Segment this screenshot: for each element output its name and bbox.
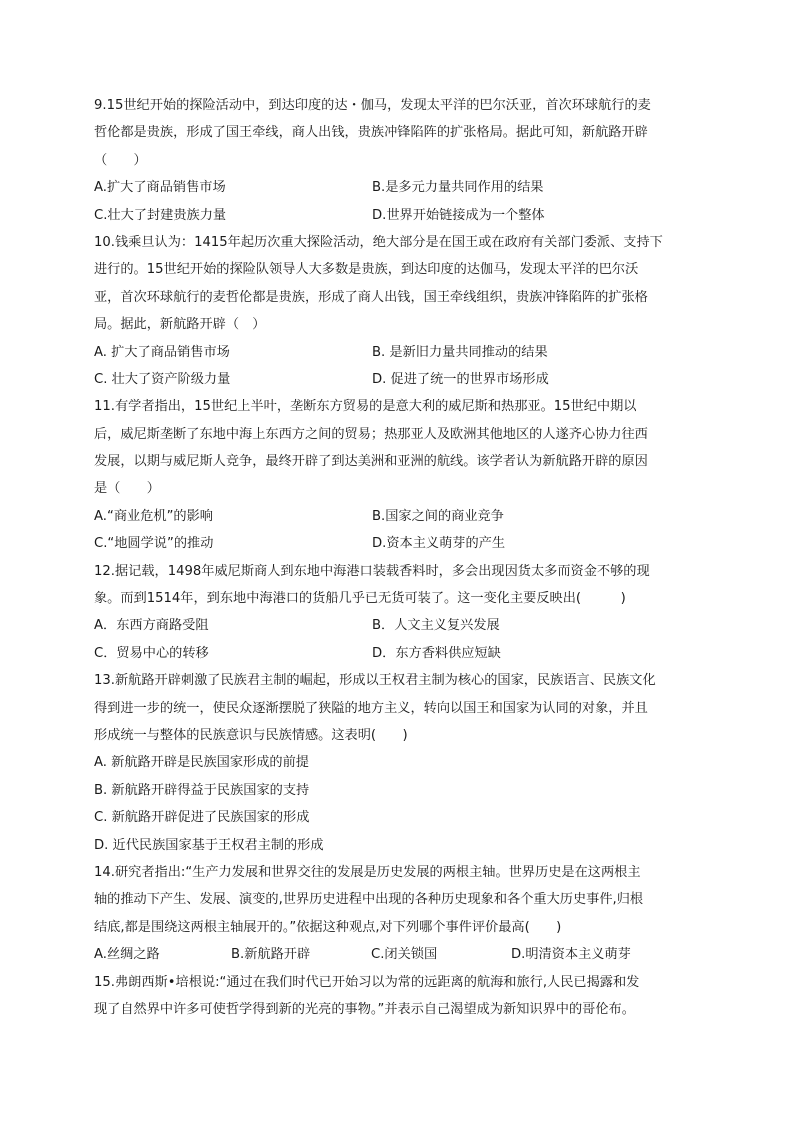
question-stem-line: 得到进一步的统一，使民众逐渐摆脱了狭隘的地方主义，转向以国王和国家为认同的对象，并且: [94, 700, 648, 716]
option-a: A．东西方商路受阻: [94, 618, 209, 634]
option-d: D.资本主义萌芽的产生: [372, 536, 506, 552]
question-stem-line: 进行的。15世纪开始的探险队领导人大多数是贵族，到达印度的达伽马，发现太平洋的巴尔沃: [94, 262, 639, 278]
question-stem-line: 14.研究者指出:“生产力发展和世界交往的发展是历史发展的两根主轴。世界历史是在这两根主: [94, 864, 641, 880]
option-b: B.新航路开辟: [231, 947, 311, 963]
question-stem-line: 象。而到1514年，到东地中海港口的货船几乎已无货可装了。这一变化主要反映出( ): [94, 591, 626, 607]
question-stem-line: 发展，以期与威尼斯人竞争，最终开辟了到达美洲和亚洲的航线。该学者认为新航路开辟的原因: [94, 454, 648, 470]
option-row: [94, 366, 704, 393]
question-stem-line: 形成统一与整体的民族意识与民族情感。这表明( ): [94, 727, 408, 743]
question-stem-line: 后，威尼斯垄断了东地中海上东西方之间的贸易；热那亚人及欧洲其他地区的人遂齐心协力往西: [94, 426, 648, 442]
document-page: [94, 92, 704, 1023]
question-stem-line: 亚，首次环球航行的麦哲伦都是贵族，形成了商人出钱，国王牵线组织，贵族冲锋陷阵的扩张格: [94, 289, 648, 305]
option-d: D. 近代民族国家基于王权君主制的形成: [94, 837, 324, 853]
option-a: A.丝绸之路: [94, 947, 160, 963]
option-d: D.世界开始链接成为一个整体: [372, 207, 545, 223]
option-d: D．东方香料供应短缺: [372, 645, 501, 661]
question-stem-line: 11.有学者指出，15世纪上半叶，垄断东方贸易的是意大利的威尼斯和热那亚。15世纪中期以: [94, 399, 637, 415]
option-b: B.国家之间的商业竞争: [372, 508, 504, 524]
question-stem-line: 13.新航路开辟刺激了民族君主制的崛起，形成以王权君主制为核心的国家，民族语言、民族文化: [94, 673, 656, 689]
question-13: [94, 667, 704, 859]
question-stem-line: 结底,都是围绕这两根主轴展开的。”依据这种观点,对下列哪个事件评价最高( ): [94, 919, 562, 935]
option-row: [94, 202, 704, 229]
option-a: A.扩大了商品销售市场: [94, 180, 226, 196]
option-row: [94, 612, 704, 639]
question-stem-line: 是（ ）: [94, 481, 160, 497]
question-stem-line: （ ）: [94, 152, 147, 168]
question-stem-line: 15.弗朗西斯•培根说:“通过在我们时代已开始习以为常的远距离的航海和旅行,人民已揭露和发: [94, 974, 640, 990]
option-a: A.“商业危机”的影响: [94, 508, 213, 524]
option-b: B.是多元力量共同作用的结果: [372, 180, 544, 196]
option-c: C.“地圆学说”的推动: [94, 536, 214, 552]
option-c: C. 新航路开辟促进了民族国家的形成: [94, 810, 310, 826]
question-9: [94, 92, 704, 229]
option-row: [94, 941, 704, 968]
option-a: A. 新航路开辟是民族国家形成的前提: [94, 755, 309, 771]
option-d: D. 促进了统一的世界市场形成: [372, 371, 549, 387]
question-stem-line: 9.15世纪开始的探险活动中，到达印度的达・伽马，发现太平洋的巴尔沃亚，首次环球航行的麦: [94, 98, 651, 113]
question-11: [94, 393, 704, 557]
question-12: [94, 558, 704, 668]
option-c: C. 壮大了资产阶级力量: [94, 371, 231, 387]
option-d: D.明清资本主义萌芽: [511, 947, 631, 963]
question-stem-line: 12.据记载，1498年威尼斯商人到东地中海港口装载香料时，多会出现因货太多而资金不够的现: [94, 563, 650, 579]
question-15: [94, 969, 704, 1024]
question-stem-line: 现了自然界中许多可使哲学得到新的光亮的事物。”并表示自己渴望成为新知识界中的哥伦布。: [94, 1001, 635, 1017]
option-b: B. 是新旧力量共同推动的结果: [372, 344, 548, 360]
option-row: [94, 339, 704, 366]
option-row: [94, 530, 704, 557]
question-stem-line: 哲伦都是贵族，形成了国王牵线，商人出钱，贵族冲锋陷阵的扩张格局。据此可知，新航路开辟: [94, 125, 648, 141]
option-row: [94, 640, 704, 667]
question-10: [94, 229, 704, 393]
option-b: B．人文主义复兴发展: [372, 618, 500, 634]
option-row: [94, 503, 704, 530]
option-a: A. 扩大了商品销售市场: [94, 344, 230, 360]
option-c: C.闭关锁国: [371, 947, 438, 963]
question-stem-line: 局。据此，新航路开辟（ ）: [94, 317, 266, 333]
option-b: B. 新航路开辟得益于民族国家的支持: [94, 782, 310, 798]
question-stem-line: 10.钱乘旦认为：1415年起历次重大探险活动，绝大部分是在国王或在政府有关部门委派、支持下: [94, 234, 663, 250]
option-c: C．贸易中心的转移: [94, 645, 209, 661]
option-row: [94, 174, 704, 201]
option-c: C.壮大了封建贵族力量: [94, 207, 227, 223]
question-14: [94, 859, 704, 969]
question-stem-line: 轴的推动下产生、发展、演变的,世界历史进程中出现的各种历史现象和各个重大历史事件,归根: [94, 892, 644, 908]
